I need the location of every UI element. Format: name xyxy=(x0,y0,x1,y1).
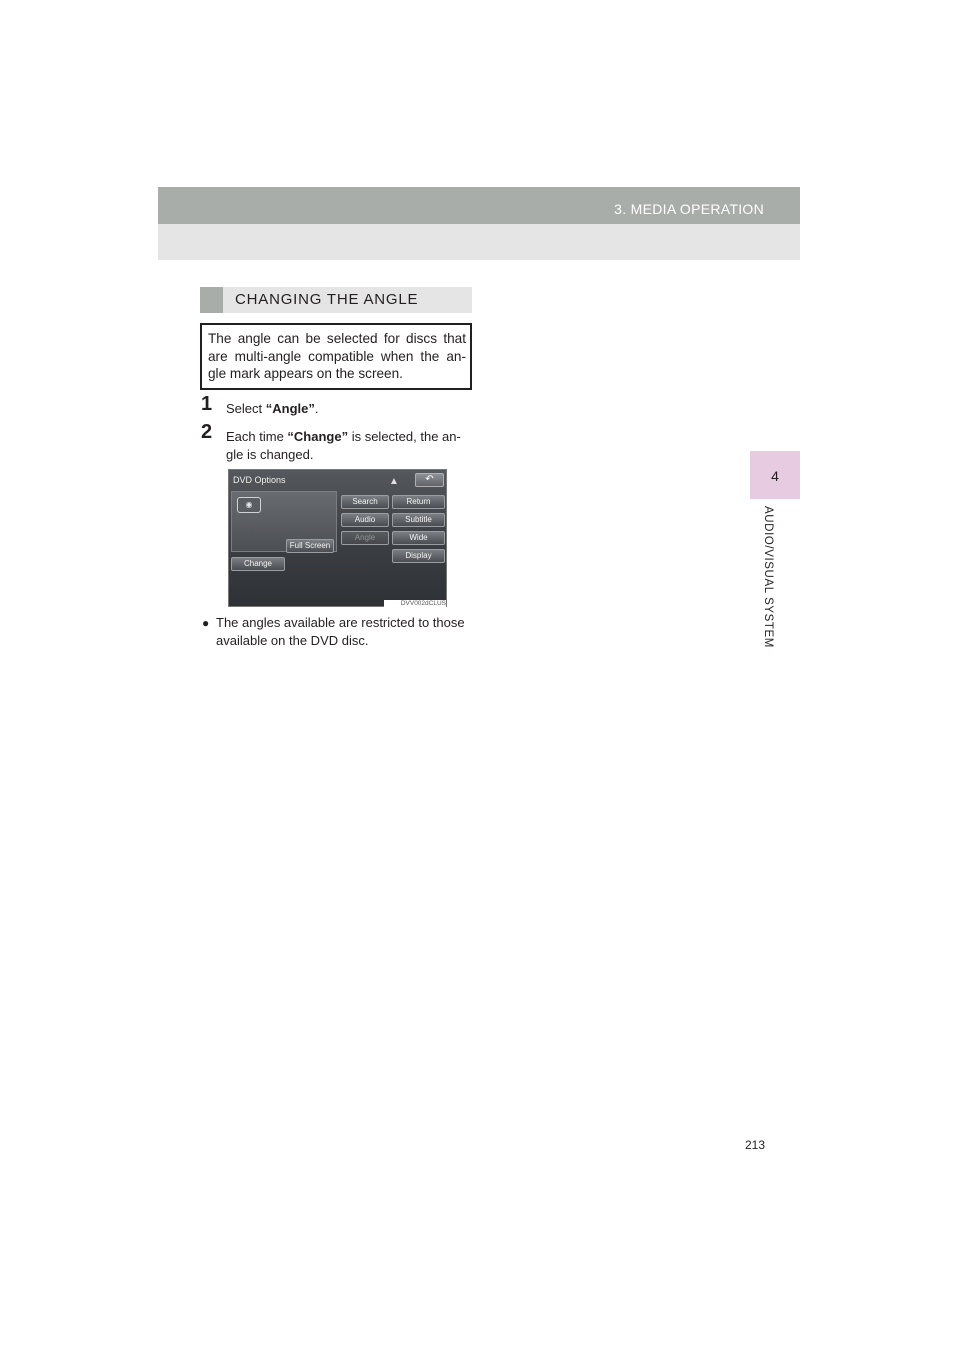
step-1-key: “Angle” xyxy=(265,401,315,416)
page-number: 213 xyxy=(745,1138,766,1152)
bullet-dot-icon: ● xyxy=(202,616,210,630)
full-screen-button[interactable]: Full Screen xyxy=(286,539,334,553)
chapter-tab xyxy=(750,451,800,499)
step-2-text: Each time “Change” is selected, the an-gle is changed. xyxy=(226,429,461,462)
step-1-text: Select “Angle”. xyxy=(226,401,319,416)
step-2-number: 2 xyxy=(201,421,213,443)
screen-status-icon: ▲ xyxy=(389,476,399,487)
wide-button[interactable]: Wide xyxy=(392,531,445,545)
chapter-number: 4 xyxy=(771,468,779,484)
step-1-number: 1 xyxy=(201,393,213,415)
dvd-options-screenshot xyxy=(228,469,447,607)
screen-title: DVD Options xyxy=(233,475,286,485)
search-button[interactable]: Search xyxy=(341,495,389,509)
section-title: CHANGING THE ANGLE xyxy=(235,291,419,308)
camera-angle-icon: ◉ xyxy=(237,497,261,513)
change-button[interactable]: Change xyxy=(231,557,285,571)
audio-button[interactable]: Audio xyxy=(341,513,389,527)
header-band xyxy=(158,187,800,224)
back-icon[interactable]: ↶ xyxy=(415,473,444,487)
section-heading xyxy=(200,287,472,313)
image-code: DVV002dCLUS xyxy=(384,600,446,608)
angle-button[interactable]: Angle xyxy=(341,531,389,545)
header-section-title: 3. MEDIA OPERATION xyxy=(614,201,764,217)
intro-box: The angle can be selected for discs that are multi-angle compatible when the an-gle mark appears on the screen. xyxy=(200,323,472,390)
display-button[interactable]: Display xyxy=(392,549,445,563)
subtitle-button[interactable]: Subtitle xyxy=(392,513,445,527)
step-2-key: “Change” xyxy=(287,429,349,444)
return-button[interactable]: Return xyxy=(392,495,445,509)
header-subband xyxy=(158,224,800,260)
chapter-label: AUDIO/VISUAL SYSTEM xyxy=(762,506,774,648)
note-text: The angles available are restricted to those available on the DVD disc. xyxy=(216,615,465,648)
section-accent xyxy=(200,287,223,313)
